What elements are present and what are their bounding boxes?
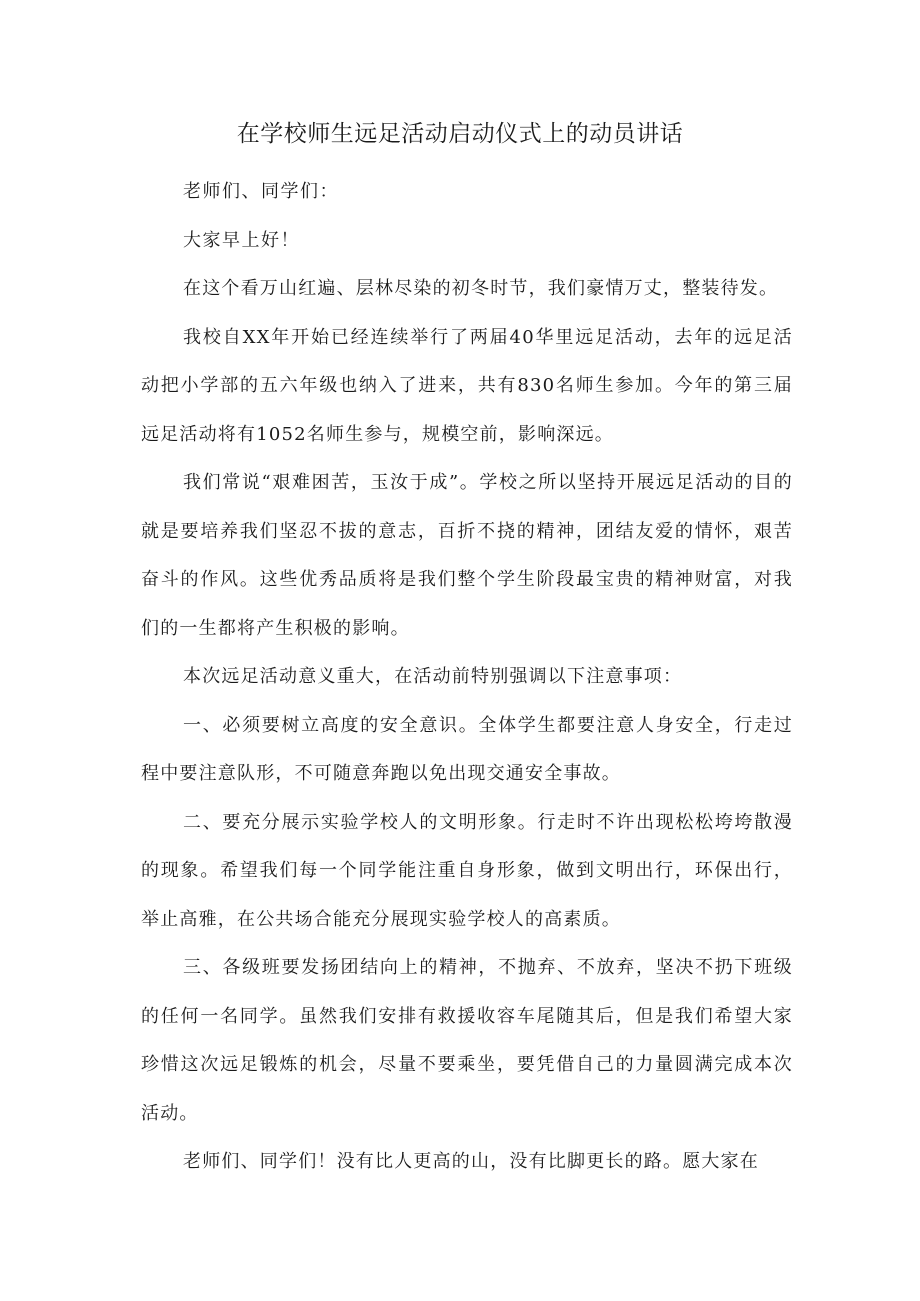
document-body: [141, 168, 793, 1187]
paragraph: 老师们、同学们！没有比人更高的山，没有比脚更长的路。愿大家在: [183, 1151, 759, 1172]
paragraph: 在这个看万山红遍、层林尽染的初冬时节，我们豪情万丈，整装待发。: [183, 278, 779, 299]
paragraph: 我们常说“艰难困苦，玉汝于成”。学校之所以坚持开展远足活动的目的就是要培养我们坚忍不拔的意志，百折不挠的精神，团结友爱的情怀，艰苦奋斗的作风。这些优秀品质将是我们整个学生阶段最宝贵的精神财富，对我们的一生都将产生积极的影响。: [141, 472, 793, 639]
paragraph: 我校自XX年开始已经连续举行了两届40华里远足活动，去年的远足活动把小学部的五六年级也纳入了进来，共有830名师生参加。今年的第三届远足活动将有1052名师生参与，规模空前，影响深远。: [141, 326, 793, 445]
document-title: 在学校师生远足活动启动仪式上的动员讲话: [236, 121, 684, 147]
paragraph-item-1: 一、必须要树立高度的安全意识。全体学生都要注意人身安全，行走过程中要注意队形，不可随意奔跑以免出现交通安全事故。: [141, 714, 793, 784]
paragraph-greeting: 大家早上好！: [183, 229, 300, 251]
paragraph: 本次远足活动意义重大，在活动前特别强调以下注意事项：: [183, 666, 683, 687]
paragraph-salutation: 老师们、同学们：: [183, 181, 339, 202]
paragraph-item-3: 三、各级班要发扬团结向上的精神，不抛弃、不放弃，坚决不扔下班级的任何一名同学。虽然我们安排有救援收容车尾随其后，但是我们希望大家珍惜这次远足锻炼的机会，尽量不要乘坐，要凭借自己的力量圆满完成本次活动。: [141, 957, 793, 1124]
paragraph-item-2: 二、要充分展示实验学校人的文明形象。行走时不许出现松松垮垮散漫的现象。希望我们每一个同学能注重自身形象，做到文明出行，环保出行，举止高雅，在公共场合能充分展现实验学校人的高素质。: [141, 811, 793, 930]
